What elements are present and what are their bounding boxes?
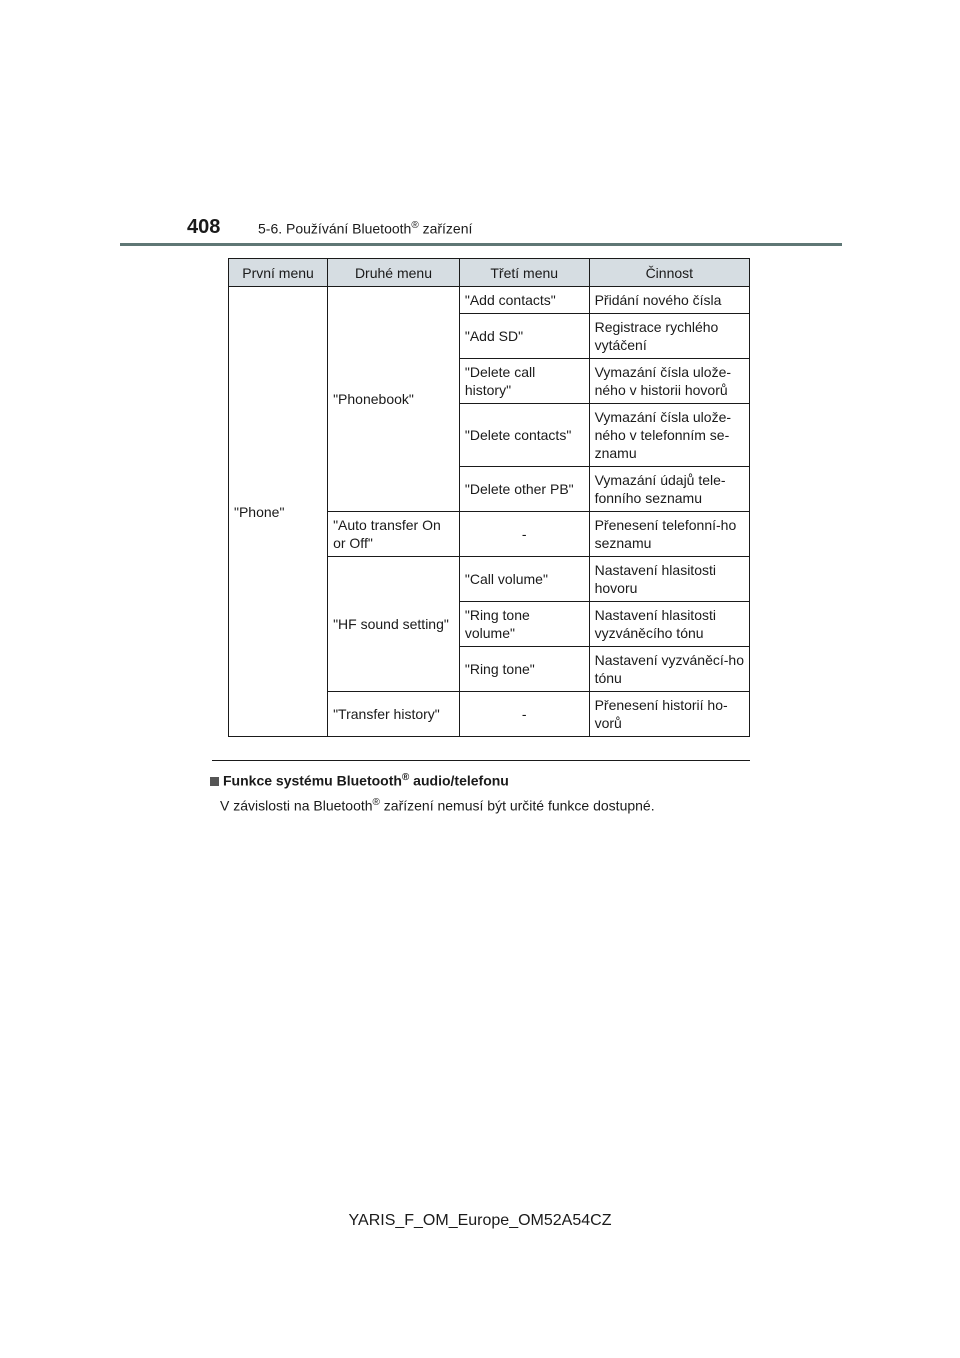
page-number: 408 xyxy=(187,216,221,238)
third-menu-cell: "Ring tone volume" xyxy=(459,602,589,647)
column-header: Třetí menu xyxy=(459,259,589,287)
column-header: Činnost xyxy=(589,259,749,287)
column-header: Druhé menu xyxy=(328,259,460,287)
action-cell: Přenesení historií ho-vorů xyxy=(589,692,749,737)
table-header-row xyxy=(229,259,750,287)
third-menu-cell: "Delete contacts" xyxy=(459,404,589,467)
column-header: První menu xyxy=(229,259,328,287)
square-bullet-icon xyxy=(210,777,219,786)
header-rule xyxy=(120,243,842,246)
action-cell: Nastavení hlasitosti vyzváněcího tónu xyxy=(589,602,749,647)
note-divider xyxy=(212,760,750,761)
action-cell: Přidání nového čísla xyxy=(589,287,749,314)
menu-table xyxy=(228,258,750,737)
second-menu-cell: "HF sound setting" xyxy=(328,557,460,692)
third-menu-cell: "Delete call history" xyxy=(459,359,589,404)
second-menu-cell: "Phonebook" xyxy=(328,287,460,512)
action-cell: Vymazání čísla ulože-ného v telefonním se-znamu xyxy=(589,404,749,467)
third-menu-cell: "Ring tone" xyxy=(459,647,589,692)
table-row xyxy=(229,287,750,314)
action-cell: Vymazání údajů tele-fonního seznamu xyxy=(589,467,749,512)
first-menu-cell: "Phone" xyxy=(229,287,328,737)
third-menu-cell: "Call volume" xyxy=(459,557,589,602)
note-section xyxy=(210,767,770,816)
action-cell: Přenesení telefonní-ho seznamu xyxy=(589,512,749,557)
third-menu-cell: "Add SD" xyxy=(459,314,589,359)
third-menu-cell: - xyxy=(459,692,589,737)
action-cell: Registrace rychlého vytáčení xyxy=(589,314,749,359)
action-cell: Vymazání čísla ulože-ného v historii hovorů xyxy=(589,359,749,404)
note-heading: Funkce systému Bluetooth® audio/telefonu xyxy=(210,767,770,792)
third-menu-cell: - xyxy=(459,512,589,557)
action-cell: Nastavení hlasitosti hovoru xyxy=(589,557,749,602)
footer-doc-id: YARIS_F_OM_Europe_OM52A54CZ xyxy=(348,1212,612,1229)
note-body: V závislosti na Bluetooth® zařízení nemusí být určité funkce dostupné. xyxy=(220,796,655,814)
second-menu-cell: "Transfer history" xyxy=(328,692,460,737)
action-cell: Nastavení vyzváněcí-ho tónu xyxy=(589,647,749,692)
third-menu-cell: "Add contacts" xyxy=(459,287,589,314)
third-menu-cell: "Delete other PB" xyxy=(459,467,589,512)
second-menu-cell: "Auto transfer On or Off" xyxy=(328,512,460,557)
section-title: 5-6. Používání Bluetooth® zařízení xyxy=(258,220,473,237)
